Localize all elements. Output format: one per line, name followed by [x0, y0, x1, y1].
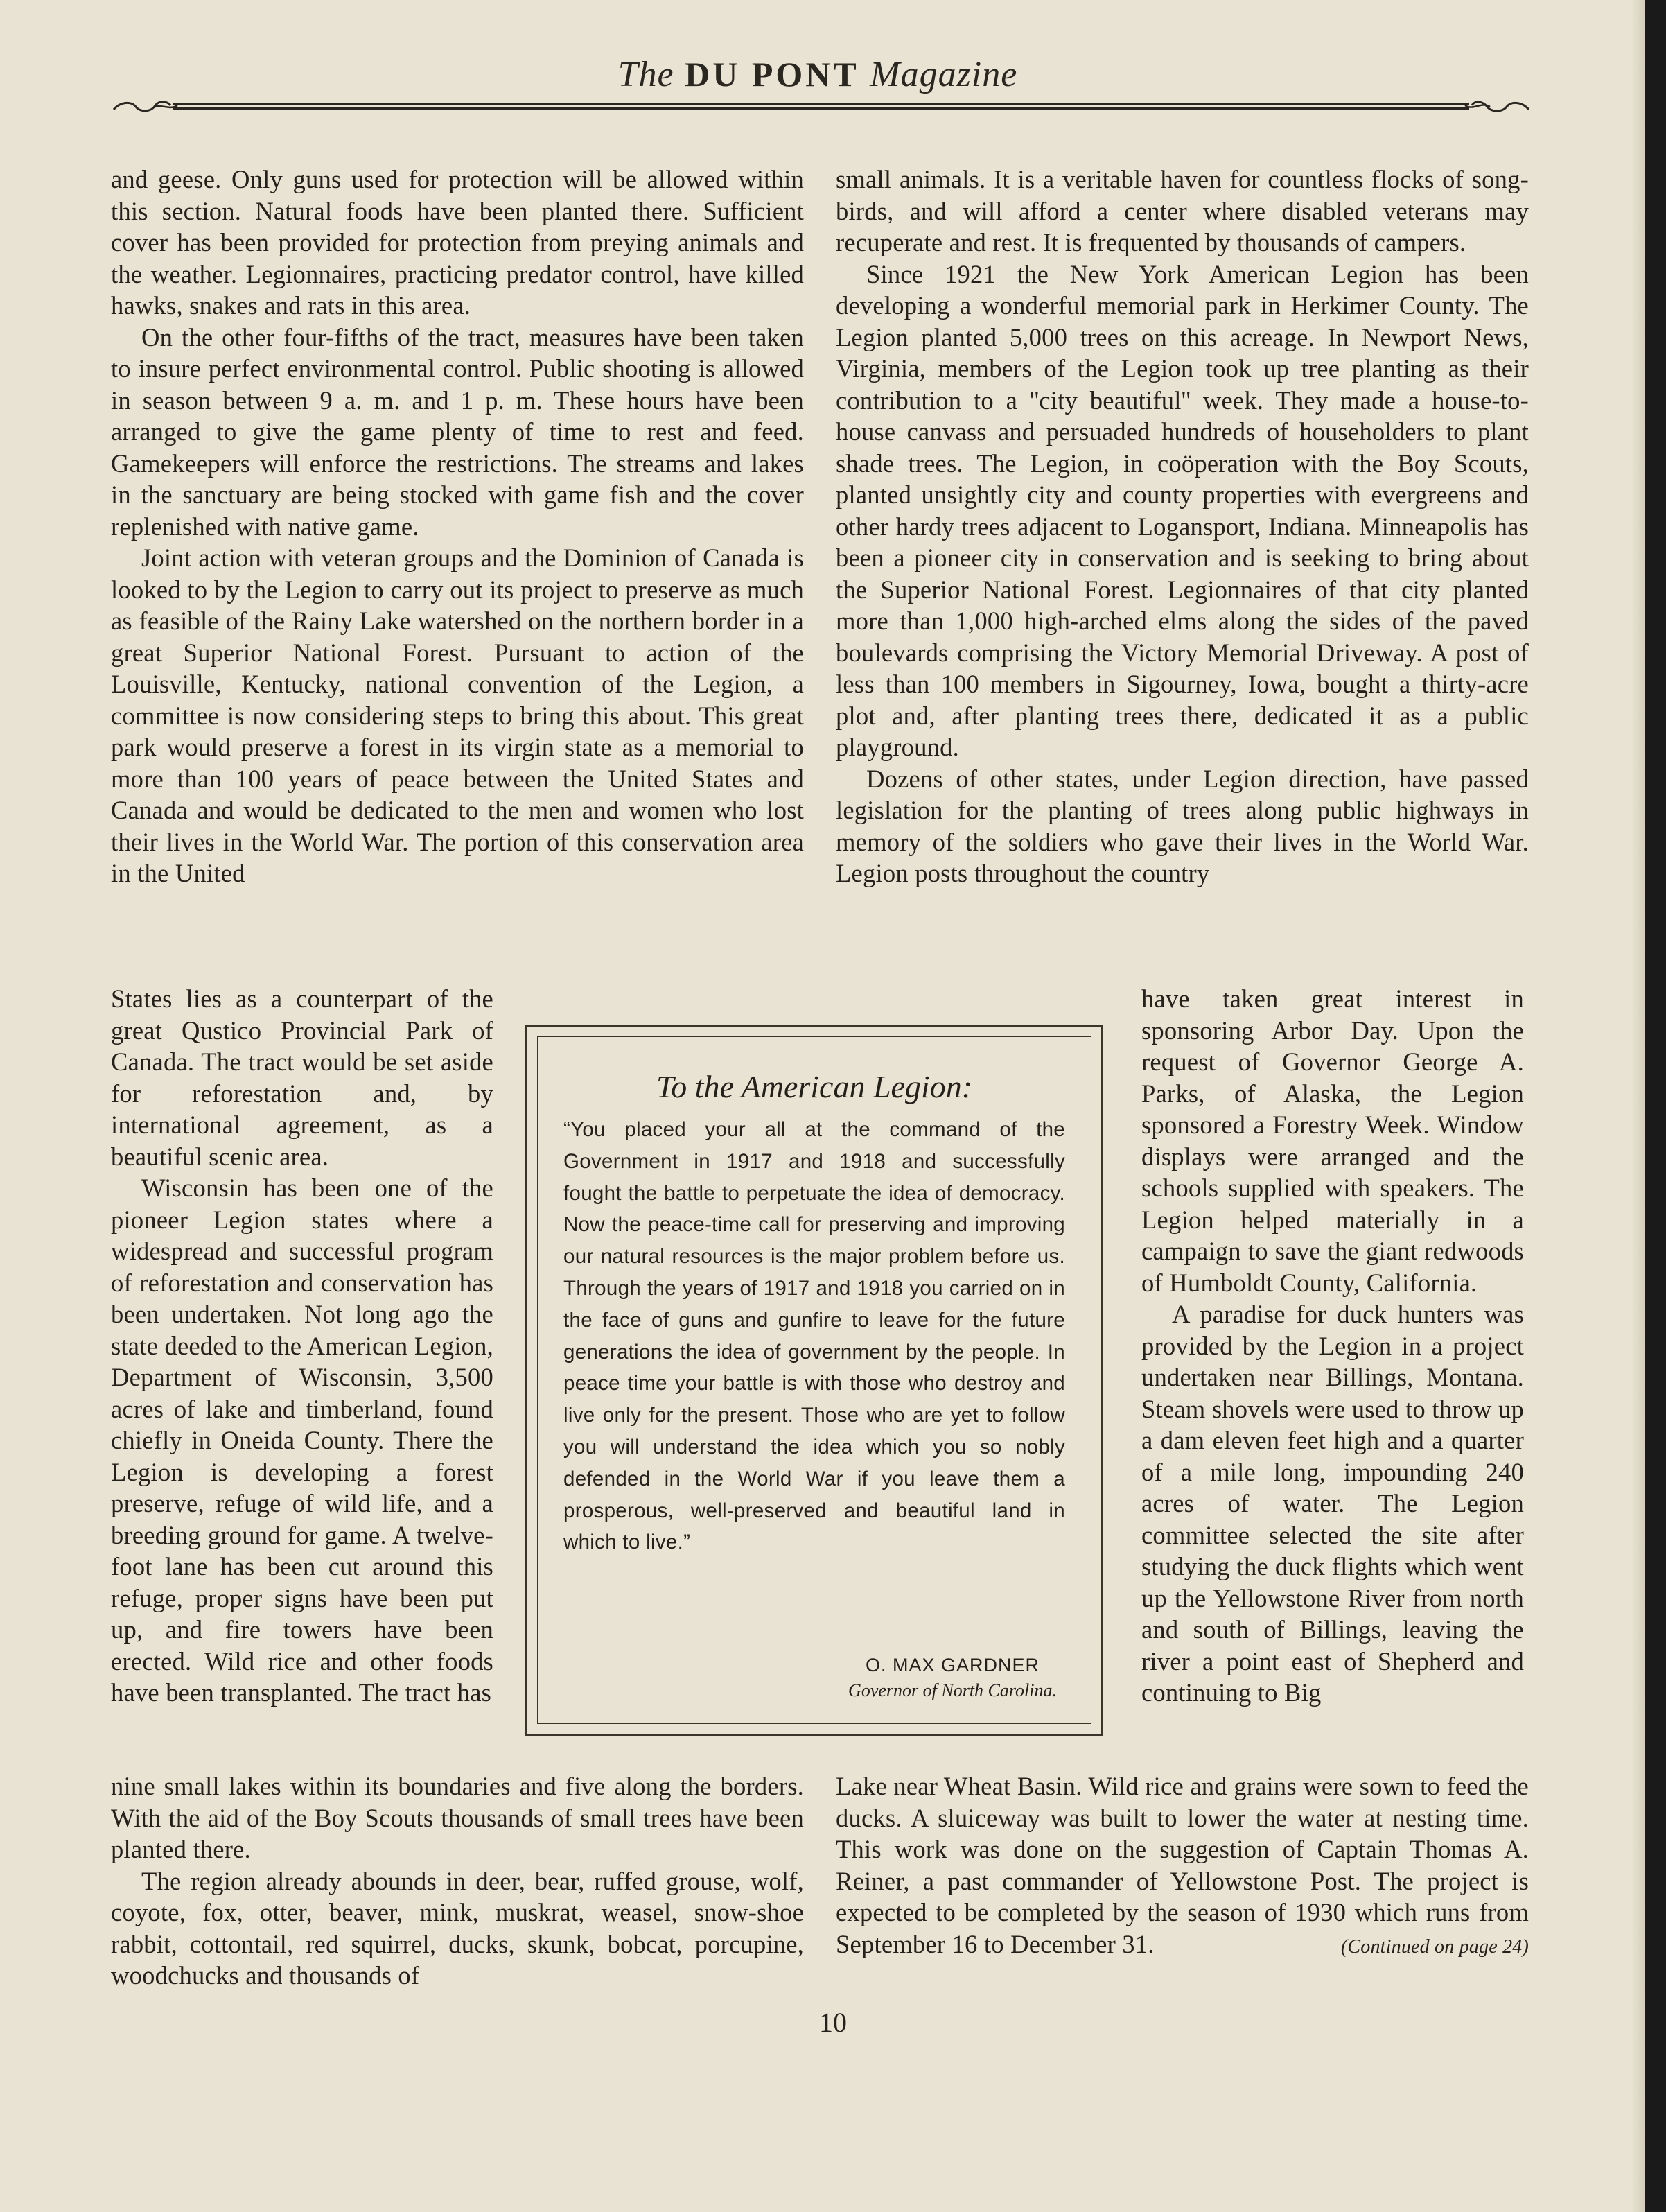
quote-author-name: O. MAX GARDNER — [866, 1655, 1040, 1675]
paragraph: and geese. Only guns used for protection will be allowed within this section. Natural foods have been planted there. Sufficient cover has been provided for protection from preying animals and the weather. Legionnaires, practicing predator control, have killed hawks, snakes and rats in this area. — [111, 165, 804, 320]
quote-box-title: To the American Legion: — [656, 1069, 973, 1104]
paragraph: nine small lakes within its boundaries and five along the borders. With the aid of the Boy Scouts thousands of small trees have been planted there. — [111, 1772, 804, 1863]
page-number: 10 — [819, 2007, 847, 2038]
header-ornamental-rule — [111, 96, 1532, 116]
left-column-bottom — [111, 1770, 804, 1992]
paragraph: small animals. It is a veritable haven for countless flocks of song-birds, and will afford a center where disabled veterans may recuperate and rest. It is frequented by thousands of campers. — [836, 165, 1529, 256]
right-column-narrow — [1141, 983, 1524, 1709]
paragraph: Dozens of other states, under Legion direction, have passed legislation for the planting of trees along public highways in memory of the soldiers who gave their lives in the World War. Legion posts throughout the country — [836, 764, 1529, 887]
paragraph: A paradise for duck hunters was provided by the Legion in a project undertaken near Billings, Montana. Steam shovels were used to throw up a dam eleven feet high and a quarter of a mile long, impounding 240 acres of water. The Legion committee selected the site after studying the duck flights which went up the Yellowstone River from north and south of Billings, leaving the river a point east of Shepherd and continuing to Big — [1141, 1300, 1524, 1707]
left-column-narrow — [111, 983, 493, 1709]
masthead-magazine: Magazine — [870, 55, 1018, 94]
quote-box-body: “You placed your all at the command of the Government in 1917 and 1918 and successfully fought the battle to perpetuate the idea of democracy. Now the peace-time call for preserving and improving our natural resources is the major problem before us. Through the years of 1917 and 1918 you carried on in the face of guns and gunfire to leave for the future generations the idea of government by the people. In peace time your battle is with those who destroy and live only for the present. Those who are yet to follow you will understand the idea which you so nobly defended in the World War if you leave them a prosperous, well-preserved and beautiful land in which to live.” — [563, 1118, 1065, 1554]
page-edge-shadow — [1631, 0, 1645, 2212]
masthead-brand: DU PONT — [685, 55, 859, 94]
paragraph: The region already abounds in deer, bear, ruffed grouse, wolf, coyote, fox, otter, beaver, mink, muskrat, weasel, snow-shoe rabbit, cottontail, red squirrel, ducks, skunk, bobcat, porcupine, woodchucks and thousands of — [111, 1866, 804, 1989]
masthead-the: The — [617, 55, 674, 94]
masthead — [111, 54, 1525, 95]
paragraph: Wisconsin has been one of the pioneer Legion states where a widespread and successful program of reforestation and conservation has been undertaken. Not long ago the state deeded to the American Legion, Department of Wisconsin, 3,500 acres of lake and timberland, found chiefly in Oneida County. There the Legion is developing a forest preserve, refuge of wild life, and a breeding ground for game. A twelve-foot lane has been cut around this refuge, proper signs have been put up, and fire towers have been erected. Wild rice and other foods have been transplanted. The tract has — [111, 1174, 493, 1707]
left-column-top — [111, 164, 804, 889]
paragraph: Joint action with veteran groups and the Dominion of Canada is looked to by the Legion to carry out its project to preserve as much as feasible of the Rainy Lake watershed on the northern border in a great Superior National Forest. Pursuant to action of the Louisville, Kentucky, national convention of the Legion, a committee is now considering steps to bring this about. This great park would preserve a forest in its virgin state as a memorial to more than 100 years of peace between the United States and Canada and would be dedicated to the men and women who lost their lives in the World War. The portion of this conservation area in the United — [111, 543, 804, 887]
paragraph: States lies as a counterpart of the great Qustico Provincial Park of Canada. The tract would be set aside for reforestation and, by international agreement, as a beautiful scenic area. — [111, 984, 493, 1171]
paragraph — [836, 1770, 1529, 1960]
paragraph: On the other four-fifths of the tract, measures have been taken to insure perfect environmental control. Public shooting is allowed in season between 9 a. m. and 1 p. m. These hours have been arranged to give the game plenty of time to rest and feed. Gamekeepers will enforce the restrictions. The streams and lakes in the sanctuary are being stocked with game fish and the cover replenished with native game. — [111, 322, 804, 541]
continued-note: (Continued on page 24) — [1340, 1935, 1529, 1958]
quote-box — [525, 1025, 1103, 1736]
right-column-bottom — [836, 1770, 1529, 1962]
paragraph: have taken great interest in sponsoring Arbor Day. Upon the request of Governor George A. Parks, of Alaska, the Legion sponsored a Forestry Week. Window displays were arranged and the schools supplied with speakers. The Legion helped materially in a campaign to save the giant redwoods of Humboldt County, California. — [1141, 984, 1524, 1297]
quote-author-title: Governor of North Carolina. — [848, 1680, 1057, 1700]
scan-edge — [1645, 0, 1666, 2212]
paragraph: Since 1921 the New York American Legion has been developing a wonderful memorial park in Herkimer County. The Legion planted 5,000 trees on this acreage. In Newport News, Virginia, members of the Legion took up tree planting as their contribution to a ''city beautiful'' week. They made a house-to-house canvass and persuaded hundreds of householders to plant shade trees. The Legion, in coöperation with the Boy Scouts, planted unsightly city and county properties with evergreens and other hardy trees adjacent to Logansport, Indiana. Minneapolis has been a pioneer city in conservation and is seeking to bring about the Superior National Forest. Legionnaires of that city planted more than 1,000 high-arched elms along the sides of the paved boulevards comprising the Victory Memorial Driveway. A post of less than 100 members in Sigourney, Iowa, bought a thirty-acre plot and, after planting trees there, dedicated it as a public playground. — [836, 259, 1529, 761]
paragraph-text: Lake near Wheat Basin. Wild rice and grains were sown to feed the ducks. A sluiceway was built to lower the water at nesting time. This work was done on the suggestion of Captain Thomas A. Reiner, a past commander of Yellowstone Post. The project is expected to be completed by the season of 1930 which runs from September 16 to December 31. — [836, 1772, 1529, 1958]
quote-box-signature — [848, 1655, 1057, 1701]
right-column-top — [836, 164, 1529, 889]
